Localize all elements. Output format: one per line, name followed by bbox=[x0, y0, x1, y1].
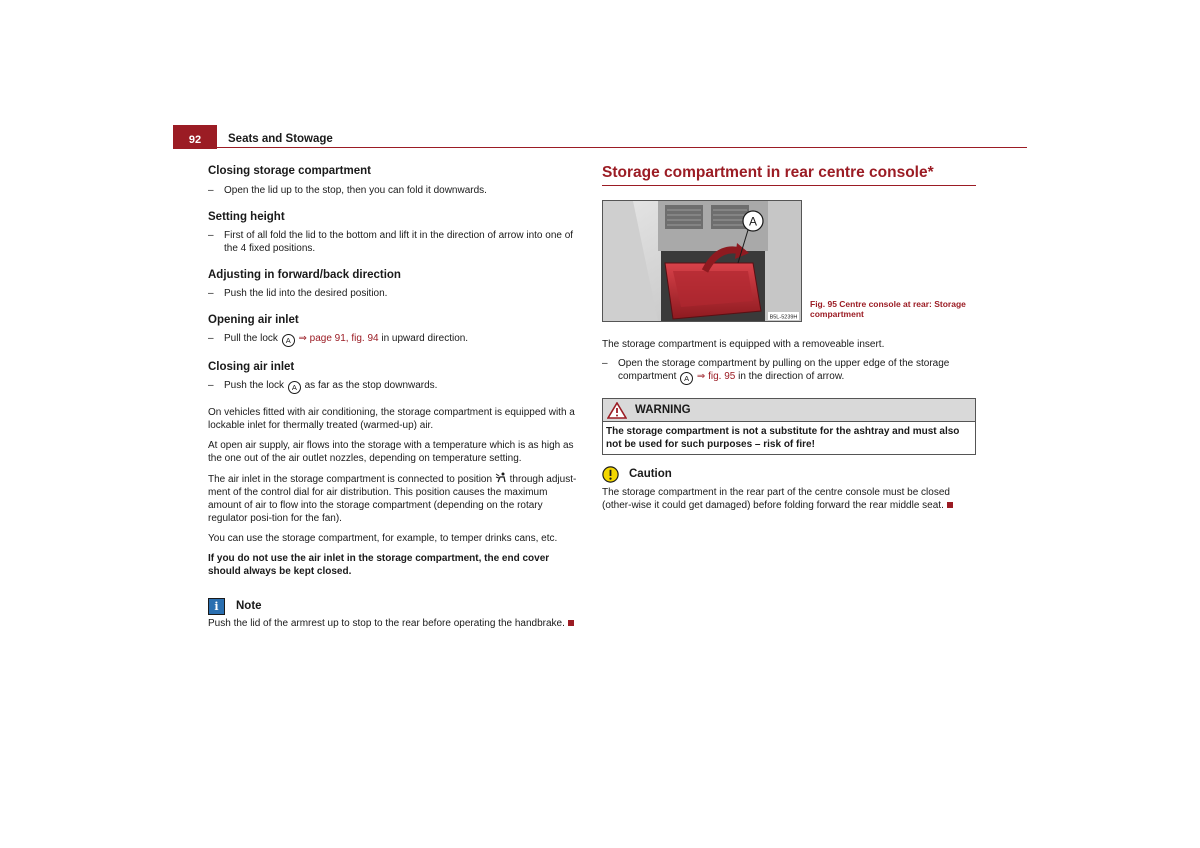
heading-setting-height: Setting height bbox=[208, 211, 285, 223]
figure-code: B5L-5239H bbox=[769, 314, 798, 321]
paragraph-air-supply: At open air supply, air flows into the storage with a temperature which is as high as the one out of the air outlet nozzles, depending on temperature setting. bbox=[208, 440, 574, 464]
step-closing-air: – Push the lock A as far as the stop downwards. bbox=[208, 380, 438, 392]
page-header bbox=[173, 125, 1027, 149]
warning-text: The storage compartment is not a substitute for the ashtray and must also not be used for such purposes – risk of fire! bbox=[603, 421, 975, 454]
paragraph-air-inlet: The air inlet in the storage compartment is connected to position through adjust-ment of the control dial for air distribution. This position causes the maximum amount of air to flow into the storage compartment (depending on the rotary regulator posi-tion for the fan). bbox=[208, 474, 577, 524]
section-title: Seats and Stowage bbox=[228, 133, 333, 145]
storage-compartment-illustration bbox=[603, 201, 801, 321]
end-marker-icon bbox=[947, 502, 953, 508]
step-opening-air: – Pull the lock A ⇒ page 91, fig. 94 in upward direction. bbox=[208, 333, 469, 345]
page-number: 92 bbox=[173, 125, 217, 149]
paragraph-temper-drinks: You can use the storage compartment, for example, to temper drinks cans, etc. bbox=[208, 533, 558, 544]
callout-a-icon: A bbox=[282, 334, 295, 347]
info-icon: i bbox=[208, 598, 225, 615]
end-marker-icon bbox=[568, 620, 574, 626]
paragraph-removeable-insert: The storage compartment is equipped with a removeable insert. bbox=[602, 339, 885, 350]
figure-centre-console bbox=[602, 200, 802, 322]
warning-triangle-icon bbox=[607, 402, 627, 419]
header-rule bbox=[217, 147, 1027, 148]
step-setting-height: – First of all fold the lid to the bottom and lift it in the direction of arrow into one of the 4 fixed positions. bbox=[208, 230, 574, 254]
note-title: Note bbox=[236, 600, 262, 612]
left-column bbox=[208, 164, 582, 630]
callout-a-icon: A bbox=[288, 381, 301, 394]
figure-reference-link[interactable]: ⇒ fig. 95 bbox=[696, 371, 736, 382]
cross-reference-link[interactable]: ⇒ page 91, fig. 94 bbox=[298, 333, 379, 344]
paragraph-air-conditioning: On vehicles fitted with air conditioning, the storage compartment is equipped with a lockable inlet for thermally treated (warmed-up) air. bbox=[208, 407, 575, 431]
note-header bbox=[208, 598, 582, 615]
heading-closing-storage: Closing storage compartment bbox=[208, 165, 371, 177]
right-section-title: Storage compartment in rear centre console* bbox=[602, 163, 976, 186]
caution-text: The storage compartment in the rear part of the centre console must be closed (other-wise it could get damaged) before folding forward the rear middle seat. bbox=[602, 486, 978, 512]
warning-box bbox=[602, 398, 976, 455]
figure-caption: Fig. 95 Centre console at rear: Storage compartment bbox=[810, 299, 966, 319]
caution-title: Caution bbox=[629, 468, 672, 480]
figure-label-a: A bbox=[748, 214, 758, 229]
callout-a-icon: A bbox=[680, 372, 693, 385]
step-adjusting: – Push the lid into the desired position. bbox=[208, 288, 388, 299]
caution-icon bbox=[602, 466, 619, 483]
warning-header bbox=[603, 399, 975, 421]
heading-adjusting: Adjusting in forward/back direction bbox=[208, 269, 401, 281]
step-open-compartment: – Open the storage compartment by pulling on the upper edge of the storage compartment A ⇒ fig. 95 in the direction of arrow. bbox=[602, 358, 950, 383]
step-closing-storage: – Open the lid up to the stop, then you can fold it downwards. bbox=[208, 185, 487, 196]
caution-header bbox=[602, 466, 672, 483]
air-distribution-icon bbox=[495, 472, 507, 483]
note-text: Push the lid of the armrest up to stop to the rear before operating the handbrake. bbox=[208, 617, 582, 630]
heading-opening-air: Opening air inlet bbox=[208, 314, 299, 326]
paragraph-end-cover: If you do not use the air inlet in the storage compartment, the end cover should always be kept closed. bbox=[208, 553, 550, 577]
right-column bbox=[602, 163, 976, 511]
heading-closing-air: Closing air inlet bbox=[208, 361, 295, 373]
warning-title: WARNING bbox=[635, 403, 691, 416]
